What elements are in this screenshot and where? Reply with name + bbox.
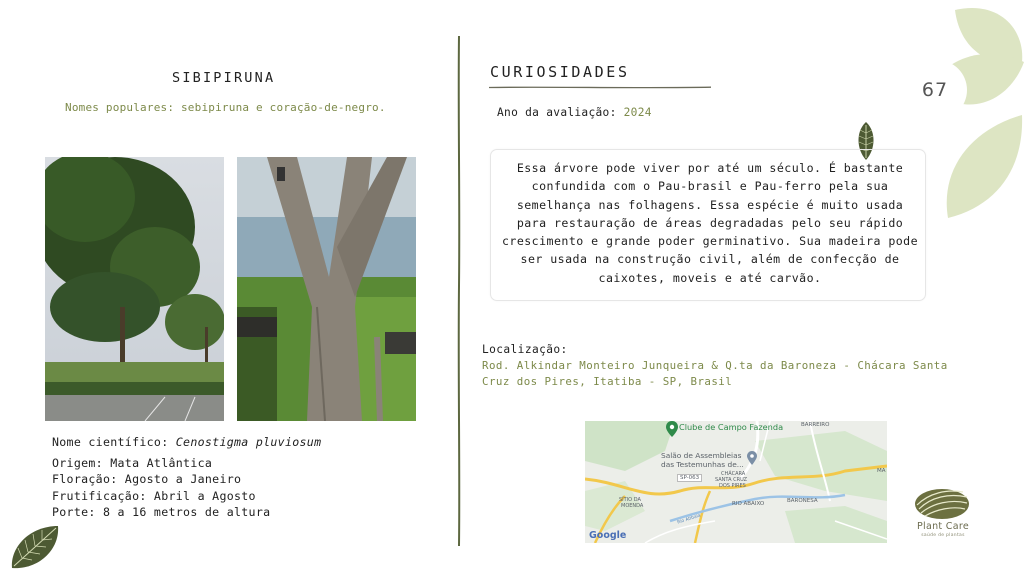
- title-underline: [489, 86, 711, 89]
- map-label-chacara-3: DOS PIRES: [719, 483, 746, 489]
- species-title: SIBIPIRUNA: [172, 70, 276, 86]
- map-label-hall-1: Salão de Assembleias: [661, 451, 742, 460]
- evaluation-year: [497, 106, 652, 119]
- map-label-rio-abaixo: RIO ABAIXO: [732, 501, 765, 507]
- leaf-icon-bottom: [8, 522, 62, 572]
- map-label-river: Rio Atibaia: [676, 513, 702, 526]
- curiosities-title: CURIOSIDADES: [490, 63, 630, 81]
- scientific-name-label: Nome científico:: [52, 435, 176, 449]
- fruiting-period: Frutificação: Abril a Agosto: [52, 488, 256, 503]
- map-label-road: SP-063: [677, 474, 702, 482]
- evaluation-year-label: Ano da avaliação:: [497, 106, 624, 119]
- origin: Origem: Mata Atlântica: [52, 455, 213, 470]
- map-label-sitio-2: MOENDA: [621, 503, 644, 509]
- curiosity-box: [490, 149, 926, 301]
- map-label-baronesa: BARONESA: [787, 498, 818, 504]
- tree-photo-wide: [45, 157, 224, 421]
- location-address: Rod. Alkindar Monteiro Junqueira & Q.ta da Baroneza - Chácara Santa Cruz dos Pires, Itatiba - SP, Brasil: [482, 359, 948, 388]
- species-facts: [52, 434, 321, 521]
- location-label: Localização:: [482, 343, 568, 356]
- map-label-club: Clube de Campo Fazenda: [679, 422, 784, 432]
- map-label-barreiro: BARREIRO: [801, 422, 830, 428]
- tree-size: Porte: 8 a 16 metros de altura: [52, 505, 271, 519]
- location-map[interactable]: [585, 421, 887, 543]
- flowering-period: Floração: Agosto a Janeiro: [52, 472, 242, 486]
- curiosity-text: Essa árvore pode viver por até um século. É bastante confundida com o Pau-brasil e Pau-ferro pela sua semelhança nas folhagens. Essa espécie é muito usada para restauração de áreas degradadas pelo seu rápido crescimento e grande poder germinativo. Sua madeira pode ser usada na construção civil, além de confecção de caixotes, moveis e até carvão.: [501, 161, 919, 285]
- map-label-chacara-1: CHÁCARA: [721, 471, 746, 477]
- plant-care-logo: [913, 487, 971, 521]
- scientific-name-line: [52, 434, 321, 451]
- google-logo: Google: [589, 530, 627, 541]
- page-number: 67: [921, 79, 949, 101]
- map-label-sitio-1: SÍTIO DA: [619, 497, 641, 503]
- tree-photo-trunk: [237, 157, 416, 421]
- logo-tagline: saúde de plantas: [921, 533, 965, 538]
- popular-names: Nomes populares: sebipiruna e coração-de-negro.: [65, 101, 386, 114]
- map-label-edge: MA: [877, 468, 886, 474]
- evaluation-year-value: 2024: [623, 106, 652, 119]
- scientific-name: Cenostigma pluviosum: [175, 435, 322, 449]
- map-label-hall-2: das Testemunhas de...: [661, 460, 744, 469]
- map-label-chacara-2: SANTA CRUZ: [715, 477, 748, 483]
- column-divider: [457, 36, 461, 546]
- hall-pin-icon: [747, 451, 757, 465]
- map-pin-icon: [666, 421, 678, 437]
- logo-name: Plant Care: [917, 521, 969, 532]
